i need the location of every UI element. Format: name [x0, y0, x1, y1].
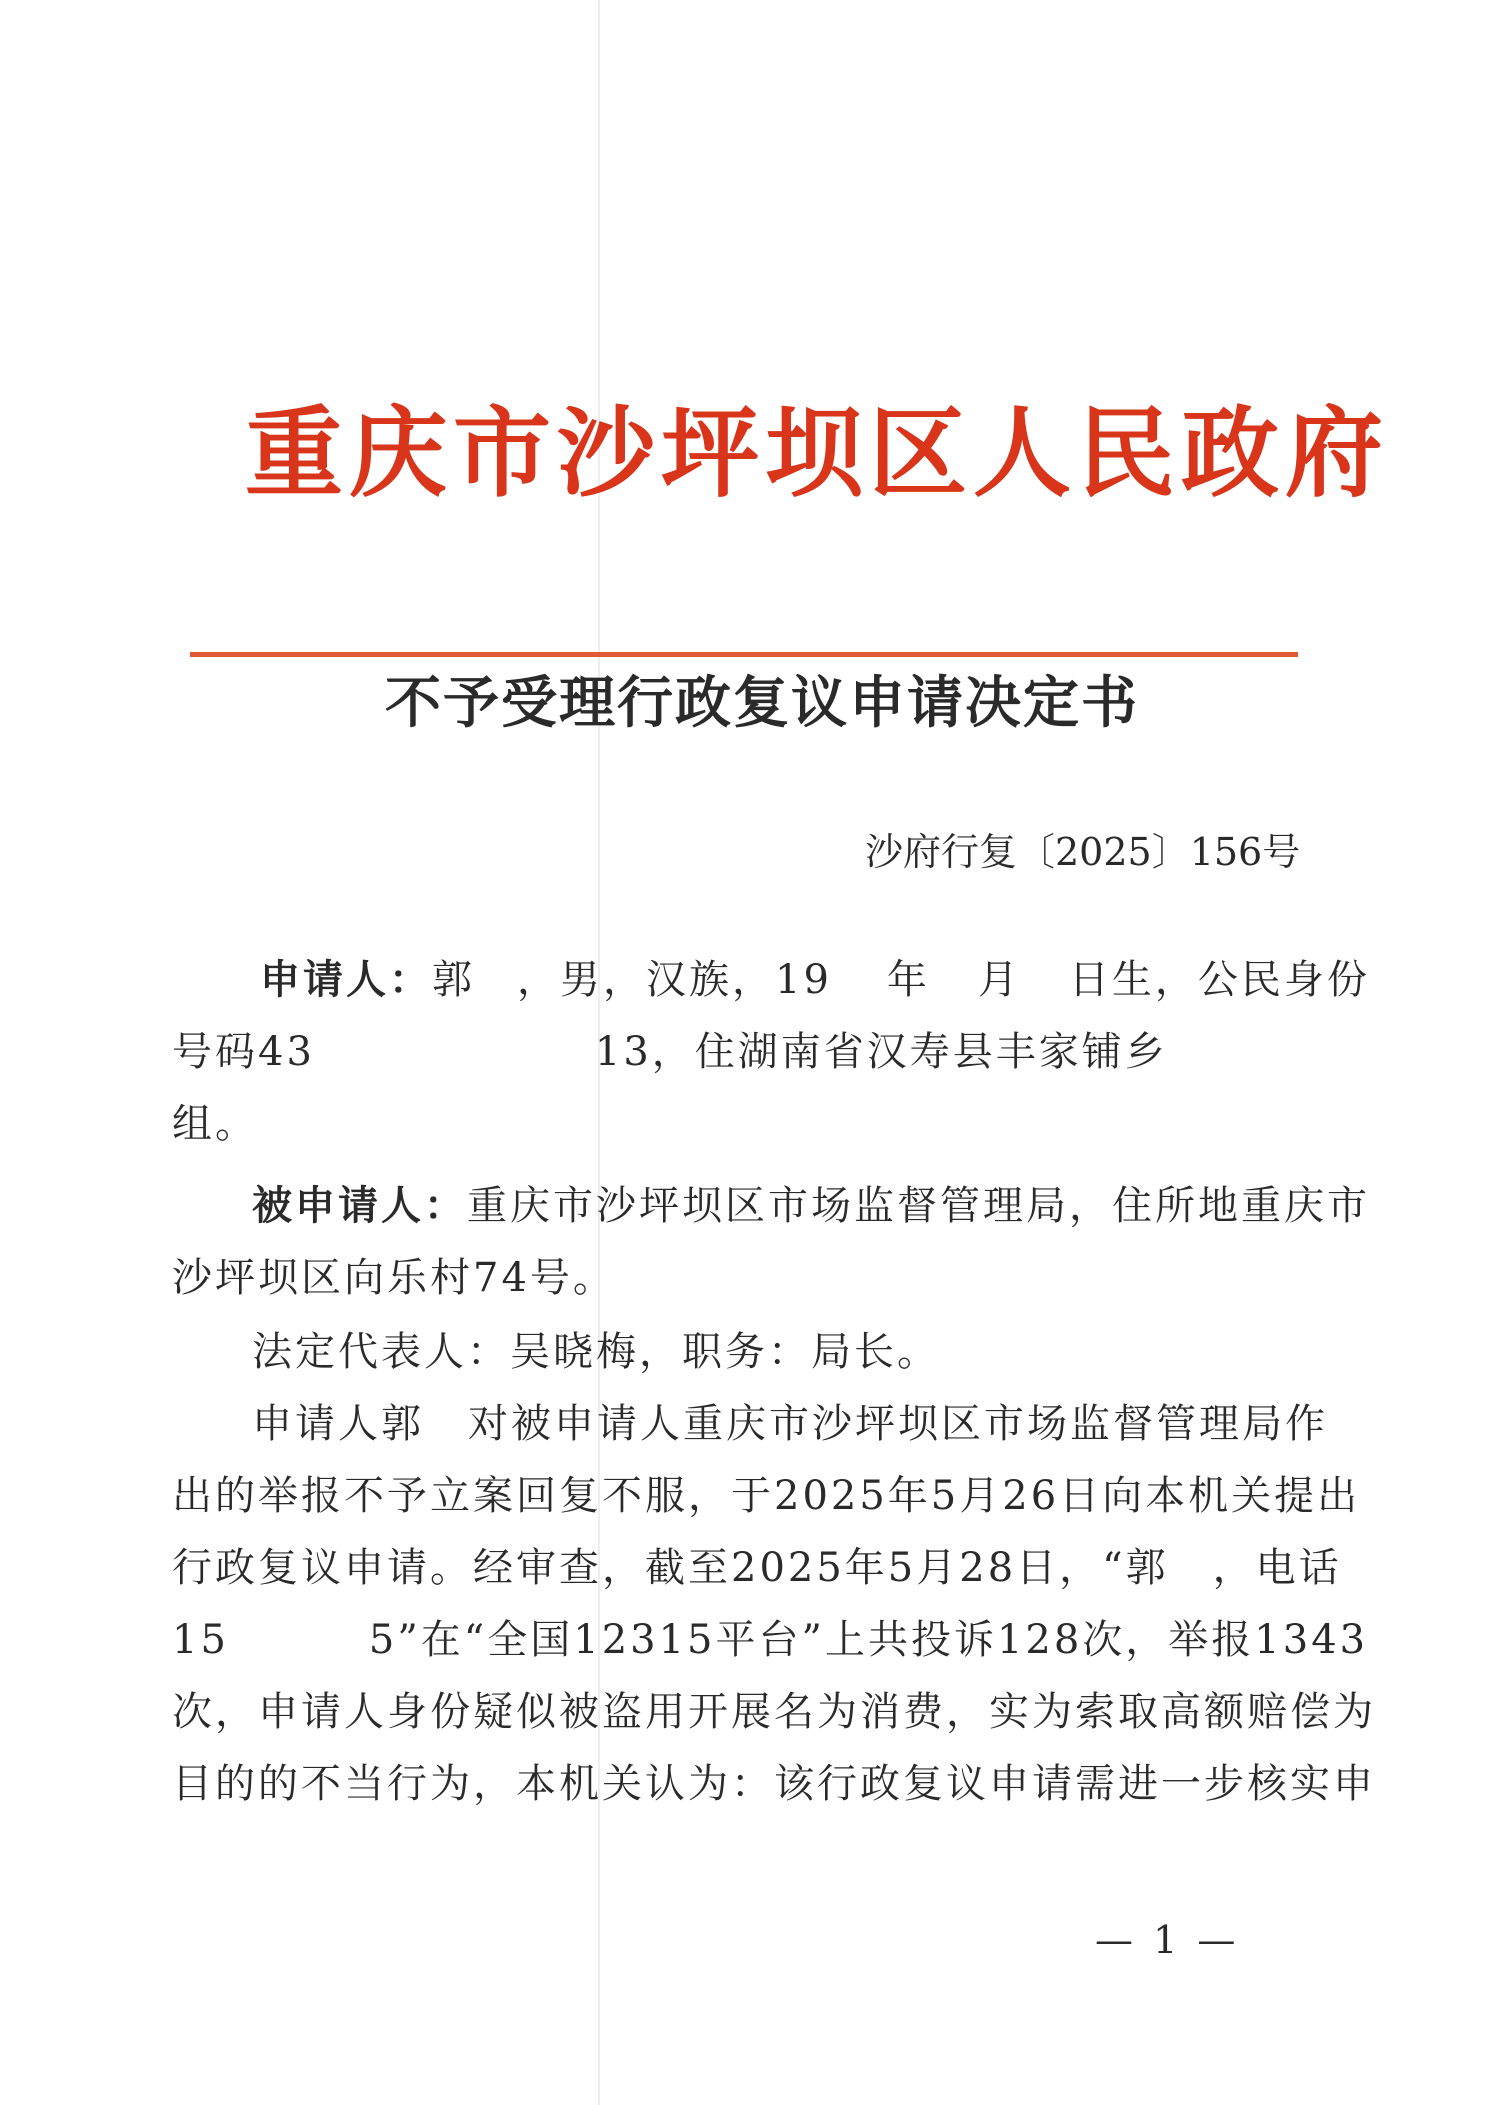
- respondent-line-2: 沙坪坝区向乐村74号。: [172, 1255, 616, 1301]
- body-line-4: 15 5”在“全国12315平台”上共投诉128次，举报1343: [172, 1604, 1287, 1676]
- body-line-5: 次，申请人身份疑似被盗用开展名为消费，实为索取高额赔偿为: [172, 1689, 1376, 1735]
- redaction-box: [229, 1620, 369, 1666]
- redaction-box: [1168, 1032, 1318, 1078]
- redaction-box: [1021, 960, 1069, 1006]
- body-line-6: 目的的不当行为，本机关认为：该行政复议申请需进一步核实申: [172, 1761, 1376, 1807]
- applicant-label: 申请人：: [260, 956, 432, 1003]
- redaction-box: [315, 1032, 595, 1078]
- document-title: 不予受理行政复议申请决定书: [385, 670, 1139, 736]
- respondent-line-1: 被申请人：重庆市沙坪坝区市场监督管理局，住所地重庆市: [252, 1182, 1370, 1229]
- redaction-box: [930, 960, 978, 1006]
- body-line-2: 出的举报不予立案回复不服，于2025年5月26日向本机关提出: [172, 1473, 1361, 1519]
- redaction-box: [1169, 1548, 1213, 1594]
- legal-representative: 法定代表人：吴晓梅，职务：局长。: [252, 1329, 940, 1375]
- page-number: — 1 —: [1095, 1918, 1240, 1962]
- respondent-label: 被申请人：: [252, 1182, 467, 1229]
- body-line-3: 行政复议申请。经审查，截至2025年5月28日，“郭 ，电话: [172, 1532, 1287, 1604]
- redaction-box: [424, 1404, 468, 1450]
- redaction-box: [832, 960, 887, 1006]
- applicant-line-1: 申请人：郭 ，男，汉族，19 年 月 日生，公民身份: [172, 944, 1287, 1016]
- applicant-line-2: 号码43 13，住湖南省汉寿县丰家铺乡: [172, 1016, 1287, 1088]
- redaction-box: [475, 960, 517, 1006]
- org-name: 重庆市沙坪坝区人民政府: [245, 396, 1390, 511]
- applicant-line-3: 组。: [172, 1101, 258, 1147]
- document-number: 沙府行复〔2025〕156号: [865, 830, 1301, 874]
- body-line-1: 申请人郭 对被申请人重庆市沙坪坝区市场监督管理局作: [172, 1388, 1287, 1460]
- red-divider-line: [190, 652, 1298, 657]
- issuing-authority-header: [245, 396, 1390, 511]
